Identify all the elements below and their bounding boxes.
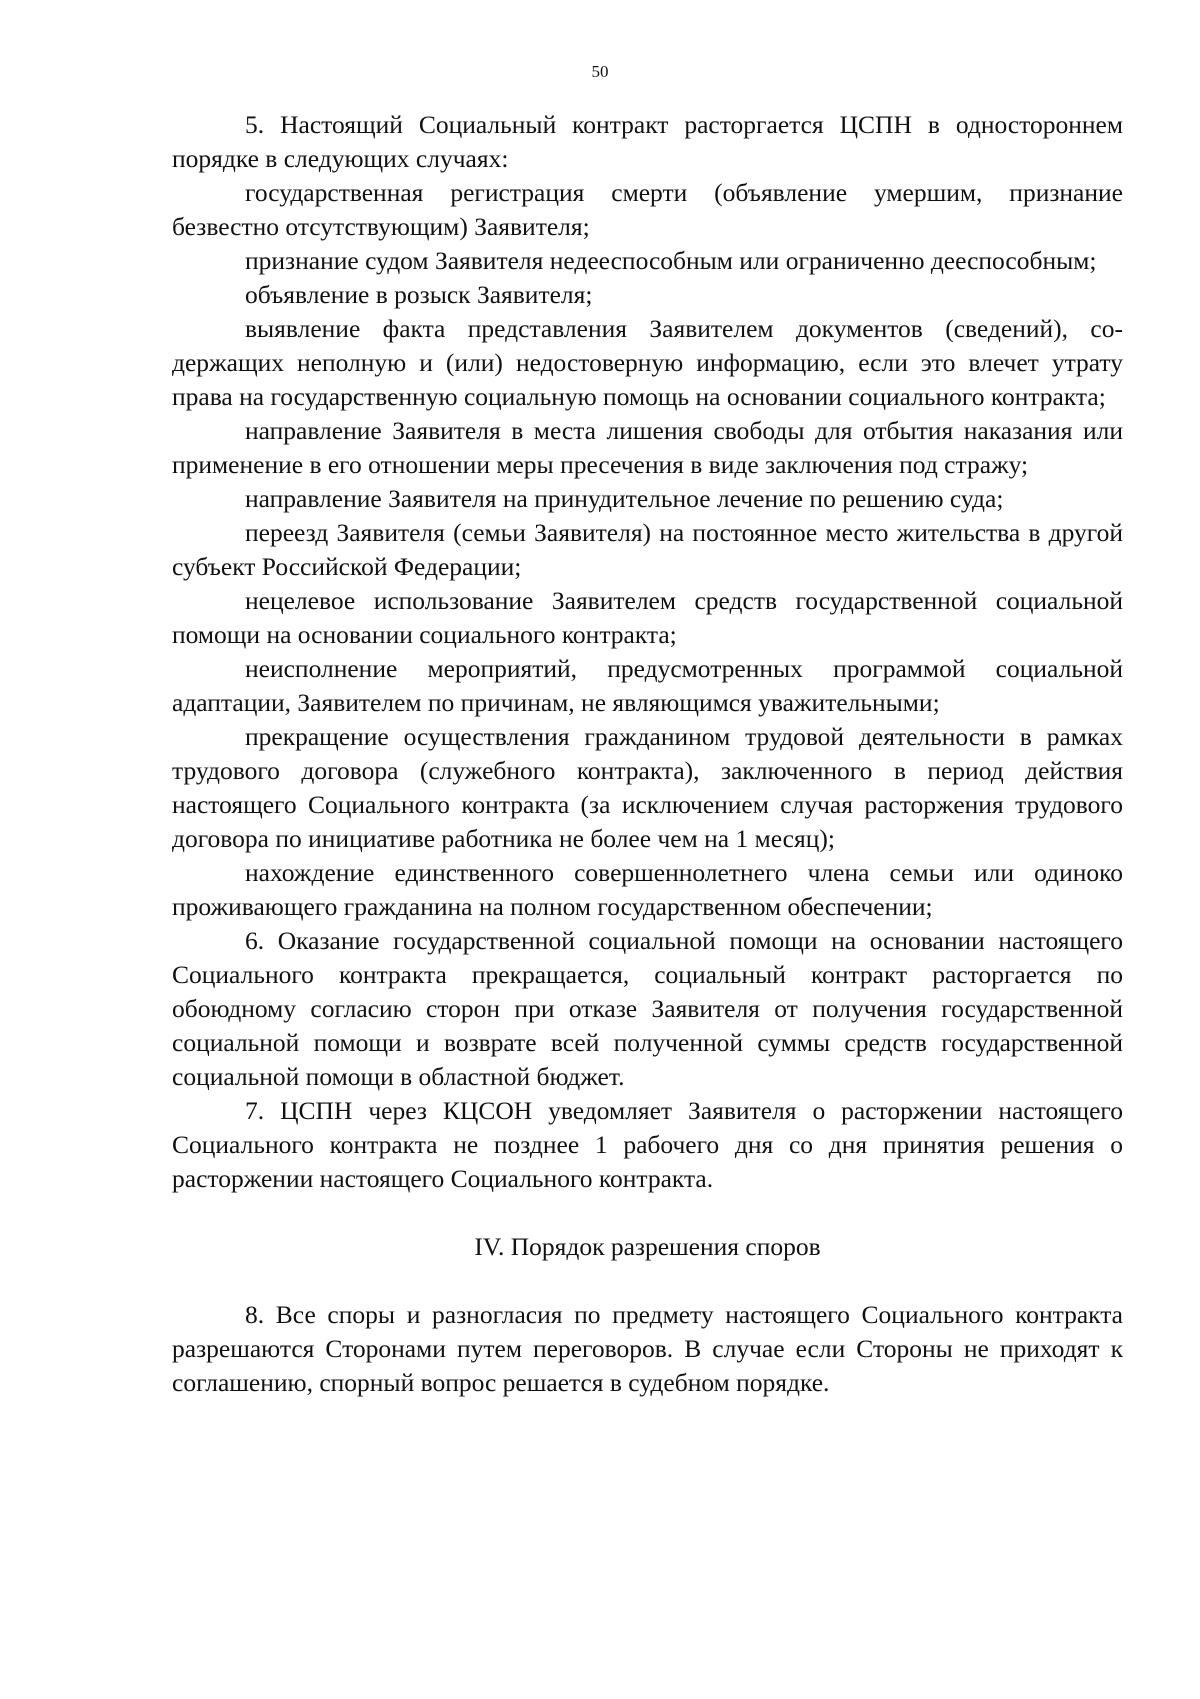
list-item-imprisonment: направление Заявителя в места лишения свободы для отбытия наказания или применение в его отношении меры пресечения в виде заключения под стражу; — [172, 416, 1123, 479]
list-item-false-documents: выявление факта представления Заявителем документов (сведений), содержащих неполную и (или) недостоверную информацию, если это влечет утрату права на государственную социальную помощь на основании социального контракта; — [172, 314, 1123, 411]
section-heading: IV. Порядок разрешения споров — [474, 1232, 821, 1261]
list-item-state-support: нахождение единственного совершеннолетнего члена семьи или одиноко проживающего гражданина на полном государственном обеспечении; — [172, 858, 1123, 921]
list-item-compulsory-treatment: направление Заявителя на принудительное лечение по решению суда; — [245, 484, 1004, 513]
page-number: 50 — [591, 62, 609, 81]
list-item-misuse-of-funds: нецелевое использование Заявителем средств государственной социальной помощи на основании социального контракта; — [172, 586, 1123, 649]
paragraph-clause-5: 5. Настоящий Социальный контракт расторгается ЦСПН в одностороннем порядке в следующих случаях: — [172, 110, 1123, 173]
paragraph-clause-7: 7. ЦСПН через КЦСОН уведомляет Заявителя о расторжении настоящего Социального контракта не позднее 1 рабочего дня со дня принятия решения о расторжении настоящего Социального контракта. — [172, 1096, 1123, 1193]
list-item-program-noncompliance: неисполнение мероприятий, предусмотренных программой социальной адаптации, Заявителем по причинам, не являющимся уважительными; — [172, 654, 1123, 717]
list-item-death-registration: государственная регистрация смерти (объявление умершим, признание безвестно отсутствующим) Заявителя; — [172, 178, 1123, 241]
document-body — [172, 108, 1123, 1400]
list-item-relocation: переезд Заявителя (семьи Заявителя) на постоянное место жительства в другой субъект Российской Федерации; — [172, 518, 1123, 581]
list-item-incapacity: признание судом Заявителя недееспособным или ограниченно дееспособным; — [245, 246, 1097, 275]
paragraph-clause-8: 8. Все споры и разногласия по предмету настоящего Социального контракта разрешаются Сторонами путем переговоров. В случае если Стороны не приходят к соглашению, спорный вопрос решается в судебном порядке. — [172, 1300, 1123, 1397]
paragraph-clause-6: 6. Оказание государственной социальной помощи на основании настоящего Социального контракта прекращается, социальный контракт расторгается по обоюдному согласию сторон при отказе Заявителя от получения государственной социальной помощи и возврате всей полученной суммы средств государственной социальной помощи в областной бюджет. — [172, 926, 1123, 1091]
list-item-wanted: объявление в розыск Заявителя; — [245, 280, 593, 309]
list-item-employment-termination: прекращение осуществления гражданином трудовой деятельности в рамках трудового договора (служебного контракта), заключенного в период действия настоящего Социального контракта (за исключением случая расторжения трудового договора по инициативе работника не более чем на 1 месяц); — [172, 722, 1123, 853]
